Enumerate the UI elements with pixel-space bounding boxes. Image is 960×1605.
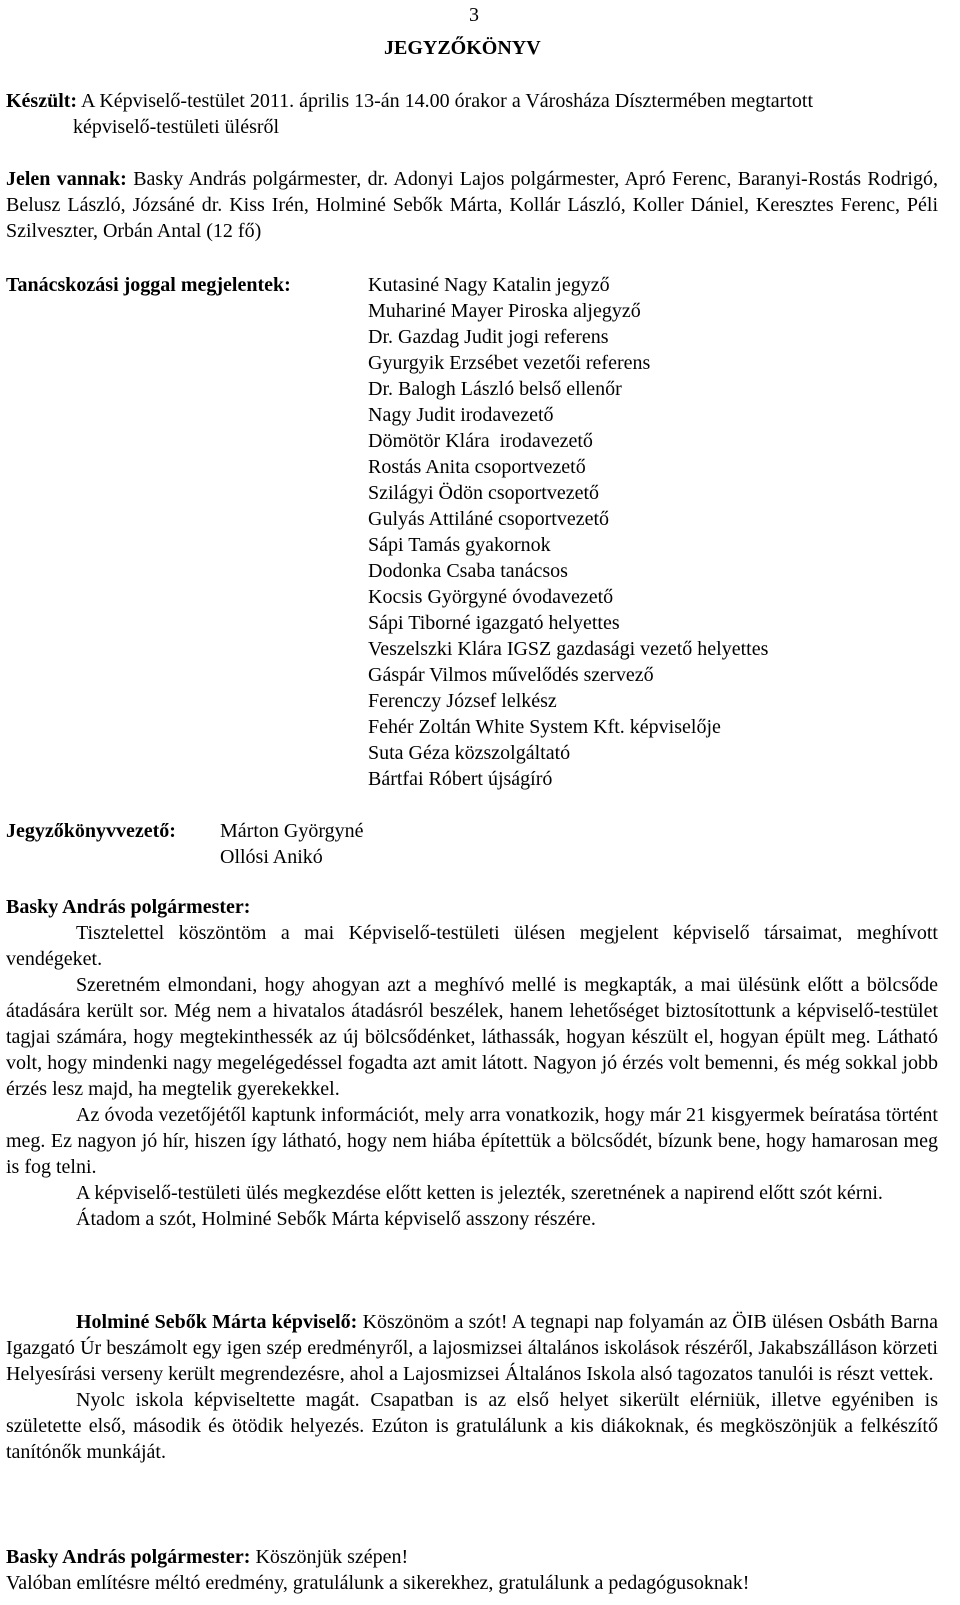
- speech-paragraph: Köszönjük szépen!: [255, 1546, 409, 1568]
- speech-paragraph: Átadom a szót, Holminé Sebők Márta képviselő asszony részére.: [76, 1208, 596, 1230]
- recorder-name: Ollósi Anikó: [220, 846, 323, 868]
- attendee-item: Kutasiné Nagy Katalin jegyző: [368, 274, 610, 296]
- keszult-section: [6, 88, 938, 140]
- attendee-item: Fehér Zoltán White System Kft. képviselője: [368, 716, 721, 738]
- attendee-item: Dr. Gazdag Judit jogi referens: [368, 326, 609, 348]
- speech-paragraph: Valóban említésre méltó eredmény, gratulálunk a sikerekhez, gratulálunk a pedagógusoknak!: [6, 1572, 750, 1594]
- attendee-item: Dömötör Klára irodavezető: [368, 430, 593, 452]
- attendee-item: Sápi Tiborné igazgató helyettes: [368, 612, 620, 634]
- attendee-item: Gyurgyik Erzsébet vezetői referens: [368, 352, 651, 374]
- page-number: 3: [469, 4, 479, 26]
- speaker-name: Basky András polgármester:: [6, 1546, 251, 1568]
- document-title: JEGYZŐKÖNYV: [384, 37, 541, 59]
- attendee-item: Gáspár Vilmos művelődés szervező: [368, 664, 654, 686]
- attendee-item: Gulyás Attiláné csoportvezető: [368, 508, 610, 530]
- speaker-name: Holminé Sebők Márta képviselő:: [76, 1311, 358, 1333]
- attendee-item: Nagy Judit irodavezető: [368, 404, 554, 426]
- jegyzokonyvvezeto-label: Jegyzőkönyvvezető:: [6, 820, 176, 842]
- speech-paragraph: Nyolc iskola képviseltette magát. Csapatban is az első helyet sikerült elérniük, illetve egyéniben is születette első, második és ötödik helyezés. Ezúton is gratulálunk a kis diákoknak, és megköszönjük a felkészítő tanítónők munkáját.: [6, 1389, 938, 1463]
- jelen-section: [6, 166, 938, 244]
- speech-paragraph: Tisztelettel köszöntöm a mai Képviselő-testületi ülésen megjelent képviselő társaimat, meghívott vendégeket.: [6, 922, 938, 970]
- attendee-item: Szilágyi Ödön csoportvezető: [368, 482, 600, 504]
- speech-basky-2: [6, 1544, 938, 1596]
- attendee-item: Dr. Balogh László belső ellenőr: [368, 378, 622, 400]
- speech-paragraph: Köszönöm a szót! A tegnapi nap folyamán az ÖIB ülésen Osbáth Barna Igazgató Úr beszámolt egy igen szép eredményről, a lajosmizsei általános iskolások részéről, Jakabszálláson körzeti Helyesírási verseny került megrendezésre, ahol a Lajosmizsei Általános Iskola alsó tagozatos tanulói is részt vettek.: [6, 1311, 939, 1385]
- keszult-line1: A Képviselő-testület 2011. április 13-án 14.00 órakor a Városháza Dísztermében megtartott: [81, 90, 814, 112]
- speech-paragraph: Szeretném elmondani, hogy ahogyan azt a meghívó mellé is megkapták, a mai ülésünk előtt a bölcsőde átadására került sor. Még nem a hivatalos átadásról beszélek, hanem lehetőséget biztosítottunk a képviselő-testület tagjai számára, hogy megtekinthessék az új bölcsődénket, láthassák, hogyan készült el, hogyan épült meg. Látható volt, hogy mindenki nagy megelégedéssel fogadta azt amit látott. Nagyon jó érzés volt bemenni, és még sokkal jobb érzés lesz majd, ha megtelik gyerekekkel.: [6, 974, 938, 1100]
- speaker-name: Basky András polgármester:: [6, 896, 251, 918]
- attendee-item: Sápi Tamás gyakornok: [368, 534, 551, 556]
- jegyzokonyvvezeto-names: [220, 818, 364, 870]
- speech-basky-1: [6, 894, 938, 1232]
- attendee-item: Kocsis Györgyné óvodavezető: [368, 586, 614, 608]
- attendee-item: Ferenczy József lelkész: [368, 690, 557, 712]
- attendee-item: Dodonka Csaba tanácsos: [368, 560, 568, 582]
- attendee-list: [368, 272, 938, 792]
- attendee-item: Bártfai Róbert újságíró: [368, 768, 553, 790]
- attendee-item: Rostás Anita csoportvezető: [368, 456, 586, 478]
- recorder-name: Márton Györgyné: [220, 820, 364, 842]
- attendee-item: Veszelszki Klára IGSZ gazdasági vezető helyettes: [368, 638, 769, 660]
- attendee-item: Muhariné Mayer Piroska aljegyző: [368, 300, 641, 322]
- speech-holmine: [6, 1309, 938, 1465]
- keszult-label: Készült:: [6, 90, 78, 112]
- tanacskozasi-label: Tanácskozási joggal megjelentek:: [6, 274, 291, 296]
- speech-paragraph: A képviselő-testületi ülés megkezdése előtt ketten is jelezték, szeretnének a napirend előtt szót kérni.: [76, 1182, 883, 1204]
- attendee-item: Suta Géza közszolgáltató: [368, 742, 571, 764]
- jelen-label: Jelen vannak:: [6, 168, 127, 190]
- speech-paragraph: Az óvoda vezetőjétől kaptunk információt, mely arra vonatkozik, hogy már 21 kisgyermek beíratása történt meg. Ez nagyon jó hír, hiszen így látható, hogy nem hiába építettük a bölcsődét, bízunk bene, hogy hamarosan meg is fog telni.: [6, 1104, 938, 1178]
- jelen-text: Basky András polgármester, dr. Adonyi Lajos polgármester, Apró Ferenc, Baranyi-Rostás Rodrigó, Belusz László, Józsáné dr. Kiss Irén, Holminé Sebők Márta, Kollár László, Koller Dániel, Keresztes Ferenc, Péli Szilveszter, Orbán Antal (12 fő): [6, 168, 938, 242]
- keszult-line2: képviselő-testületi ülésről: [73, 116, 280, 138]
